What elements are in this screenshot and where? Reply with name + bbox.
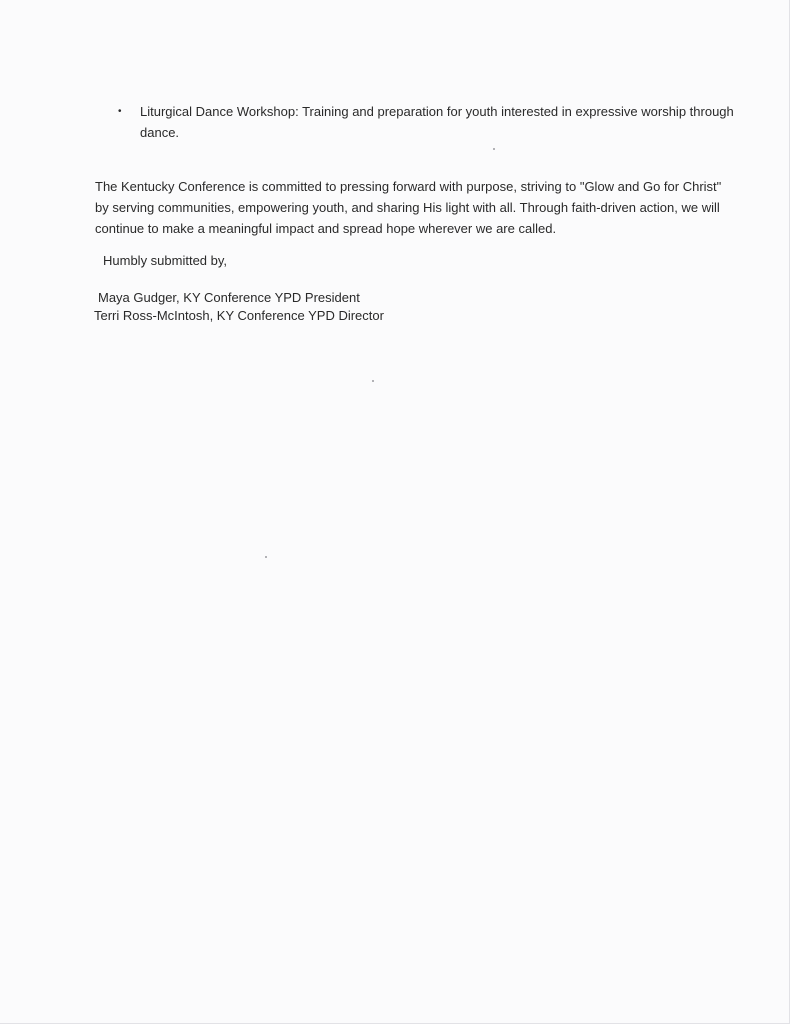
scan-speck (493, 148, 495, 150)
signoff-line: Humbly submitted by, (103, 253, 228, 268)
list-item-text: Liturgical Dance Workshop: Training and preparation for youth interested in expressive worship through dance. (140, 104, 734, 140)
bullet-list (118, 101, 738, 143)
list-item (118, 101, 738, 143)
signer-name: Terri Ross-McIntosh, KY Conference YPD Director (94, 308, 384, 323)
closing-paragraph: The Kentucky Conference is committed to pressing forward with purpose, striving to "Glow and Go for Christ" by serving communities, empowering youth, and sharing His light with all. Through faith-driven action, we will continue to make a meaningful impact and spread hope wherever we are called. (95, 179, 722, 236)
signer-name: Maya Gudger, KY Conference YPD President (98, 290, 360, 305)
scan-speck (372, 380, 374, 382)
scan-speck (265, 556, 267, 558)
bullet-icon: • (118, 106, 122, 117)
